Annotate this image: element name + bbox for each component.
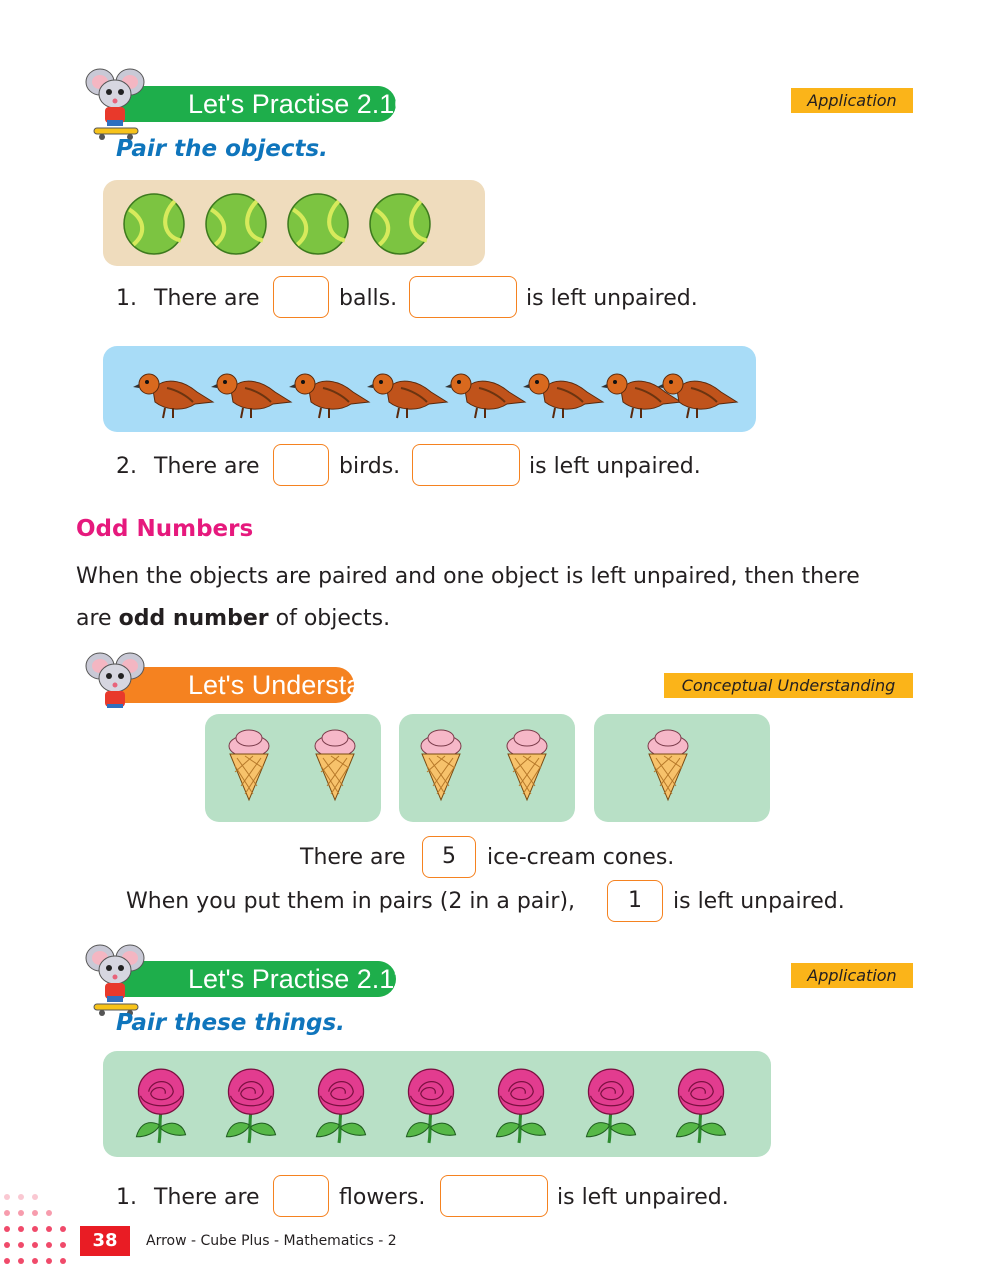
dot [4,1210,10,1216]
tennis-ball-icon [205,193,267,255]
dot [46,1258,52,1264]
dot [46,1226,52,1232]
roses-panel [103,1051,771,1157]
question-text: birds. [339,454,401,479]
dot [32,1210,38,1216]
question-text: is left unpaired. [526,286,698,311]
mouse-mascot-icon [76,636,156,708]
question-number: 1. [116,1185,137,1210]
answer-box-count[interactable] [273,1175,329,1217]
question-text: There are [154,286,260,311]
book-title: Arrow - Cube Plus - Mathematics - 2 [146,1233,397,1249]
dot [18,1258,24,1264]
dot [4,1194,10,1200]
rose-icon [305,1065,377,1145]
question-text: There are [154,454,260,479]
question-text: is left unpaired. [557,1185,729,1210]
example-text: is left unpaired. [673,889,845,914]
dot [32,1258,38,1264]
answer-box-unpaired[interactable] [440,1175,548,1217]
question-text: flowers. [339,1185,426,1210]
answer-box-unpaired[interactable] [412,444,520,486]
rose-icon [395,1065,467,1145]
dot [4,1226,10,1232]
example-box-total: 5 [422,836,476,878]
dot [18,1226,24,1232]
tennis-ball-icon [369,193,431,255]
rose-icon [575,1065,647,1145]
section-heading: Odd Numbers [76,516,254,542]
page-number: 38 [80,1226,130,1256]
example-text: When you put them in pairs (2 in a pair), [126,889,576,914]
answer-box-count[interactable] [273,276,329,318]
definition-text: of objects. [268,606,391,631]
definition-text: are [76,606,119,631]
dot-pattern [0,1186,80,1280]
bird-icon [133,362,217,422]
balls-panel [103,180,485,266]
dot [32,1242,38,1248]
ice-cream-cone-icon [417,728,465,804]
rose-icon [485,1065,557,1145]
rose-icon [125,1065,197,1145]
application-tag: Application [791,963,913,988]
dot [4,1258,10,1264]
definition-term: odd number [118,606,269,631]
definition-line-1: When the objects are paired and one object is left unpaired, then there [76,564,860,589]
rose-icon [215,1065,287,1145]
question-number: 2. [116,454,137,479]
tennis-ball-icon [123,193,185,255]
dot [46,1210,52,1216]
instruction-text: Pair the objects. [116,136,328,162]
question-text: is left unpaired. [529,454,701,479]
rose-icon [665,1065,737,1145]
practise-header-title: Let's Practise 2.11 [118,961,396,997]
dot [60,1242,66,1248]
bird-icon [367,362,451,422]
ice-cream-cone-icon [225,728,273,804]
ice-cream-cone-icon [644,728,692,804]
example-box-unpaired: 1 [607,880,663,922]
instruction-text: Pair these things. [116,1010,345,1036]
dot [32,1226,38,1232]
conceptual-understanding-tag: Conceptual Understanding [664,673,913,698]
answer-box-unpaired[interactable] [409,276,517,318]
answer-box-count[interactable] [273,444,329,486]
dot [32,1194,38,1200]
dot [60,1258,66,1264]
mouse-mascot-icon [76,52,156,144]
question-number: 1. [116,286,137,311]
understand-header-title: Let's Understand [118,667,354,703]
dot [18,1210,24,1216]
practise-header-title: Let's Practise 2.10 [118,86,396,122]
dot [18,1242,24,1248]
birds-panel [103,346,756,432]
tennis-ball-icon [287,193,349,255]
application-tag: Application [791,88,913,113]
dot [60,1226,66,1232]
cone-group-2 [399,714,575,822]
ice-cream-cone-icon [503,728,551,804]
ice-cream-cone-icon [311,728,359,804]
bird-icon [211,362,295,422]
bird-icon [657,362,741,422]
bird-icon [445,362,529,422]
dot [18,1194,24,1200]
example-text: ice-cream cones. [487,845,675,870]
cone-group-1 [205,714,381,822]
question-text: There are [154,1185,260,1210]
definition-line-2 [76,598,390,640]
bird-icon [523,362,607,422]
cone-group-3 [594,714,770,822]
dot [4,1242,10,1248]
dot [46,1242,52,1248]
mouse-mascot-icon [76,928,156,1020]
example-text: There are [300,845,406,870]
question-text: balls. [339,286,398,311]
bird-icon [289,362,373,422]
